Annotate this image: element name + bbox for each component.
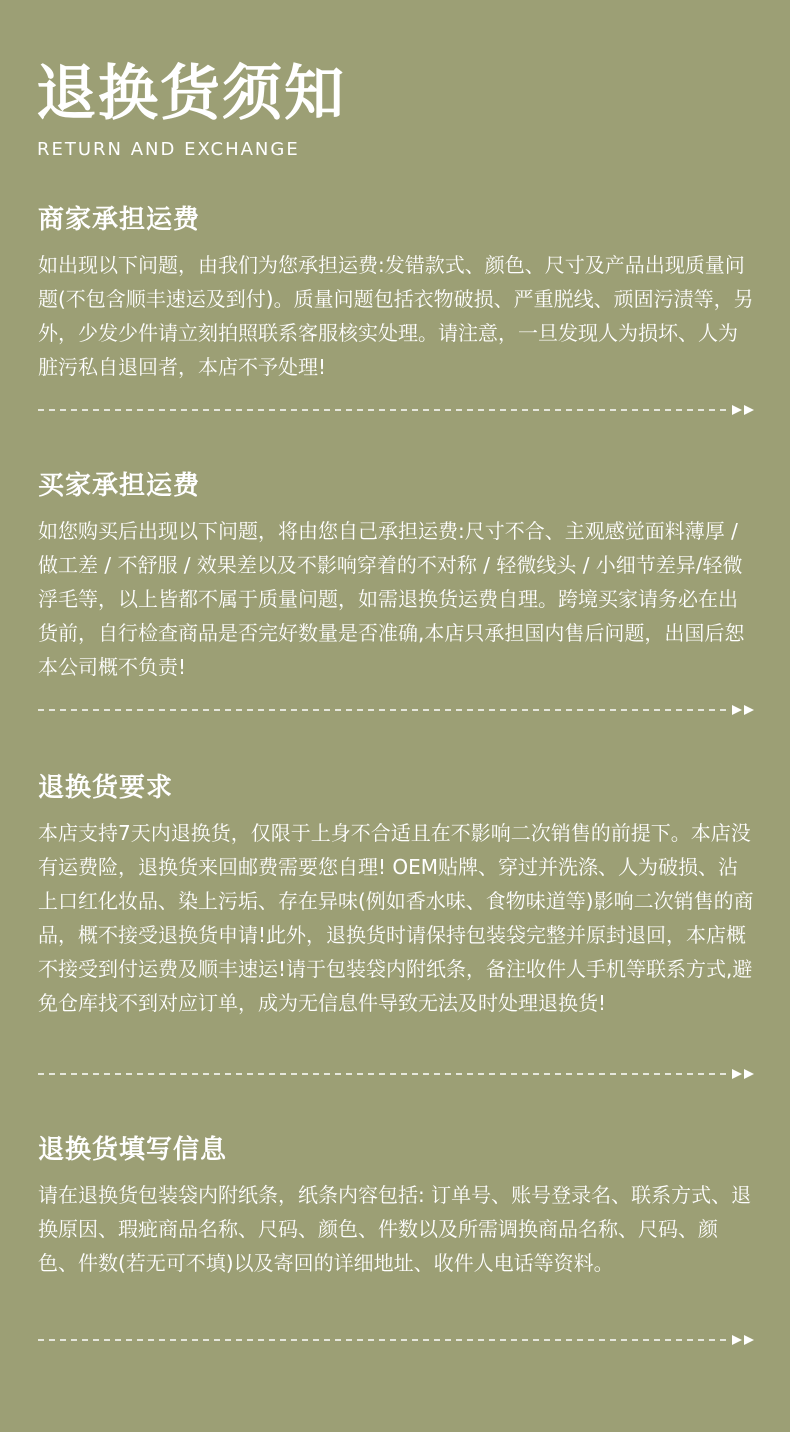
section-divider bbox=[38, 1067, 756, 1081]
double-right-arrow-icon bbox=[732, 405, 754, 415]
section-divider bbox=[38, 403, 756, 417]
section-heading: 退换货填写信息 bbox=[38, 1135, 228, 1165]
double-right-arrow-icon bbox=[732, 705, 754, 715]
section-body: 本店支持7天内退换货，仅限于上身不合适且在不影响二次销售的前提下。本店没有运费险，退换货来回邮费需要您自理! OEM贴牌、穿过并洗涤、人为破损、沾上口红化妆品、染上污垢、存在异味(例如香水味、食物味道等)影响二次销售的商品，概不接受退换货申请!此外，退换货时请保持包装袋完整并原封退回，本店概不接受到付运费及顺丰速运!请于包装袋内附纸条，备注收件人手机等联系方式,避免仓库找不到对应订单，成为无信息件导致无法及时处理退换货! bbox=[38, 821, 754, 1015]
section-body: 如您购买后出现以下问题，将由您自己承担运费:尺寸不合、主观感觉面料薄厚 / 做工差 / 不舒服 / 效果差以及不影响穿着的不对称 / 轻微线头 / 小细节差异/轻微浮毛等，以上皆都不属于质量问题，如需退换货运费自理。跨境买家请务必在出货前，自行检查商品是否完好数量是否准确,本店只承担国内售后问题，出国后恕本公司概不负责! bbox=[38, 519, 745, 679]
section-divider bbox=[38, 703, 756, 717]
page-subtitle: RETURN AND EXCHANGE bbox=[37, 139, 300, 160]
section-heading: 退换货要求 bbox=[38, 773, 174, 803]
section-body: 请在退换货包装袋内附纸条，纸条内容包括: 订单号、账号登录名、联系方式、退换原因、瑕疵商品名称、尺码、颜色、件数以及所需调换商品名称、尺码、颜色、件数(若无可不填)以及寄回的详细地址、收件人电话等资料。 bbox=[38, 1183, 752, 1275]
double-right-arrow-icon bbox=[732, 1335, 754, 1345]
double-right-arrow-icon bbox=[732, 1069, 754, 1079]
section-heading: 商家承担运费 bbox=[38, 205, 201, 235]
section-seller-pays-shipping bbox=[38, 202, 758, 384]
section-divider bbox=[38, 1333, 756, 1347]
section-body: 如出现以下问题，由我们为您承担运费:发错款式、颜色、尺寸及产品出现质量问题(不包含顺丰速运及到付)。质量问题包括衣物破损、严重脱线、顽固污渍等，另外，少发少件请立刻拍照联系客服核实处理。请注意，一旦发现人为损坏、人为脏污私自退回者，本店不予处理! bbox=[38, 253, 754, 379]
section-return-requirements bbox=[38, 770, 758, 1020]
section-buyer-pays-shipping bbox=[38, 468, 758, 684]
section-heading: 买家承担运费 bbox=[38, 471, 201, 501]
section-return-info bbox=[38, 1132, 758, 1280]
page-title: 退换货须知 bbox=[36, 59, 346, 129]
